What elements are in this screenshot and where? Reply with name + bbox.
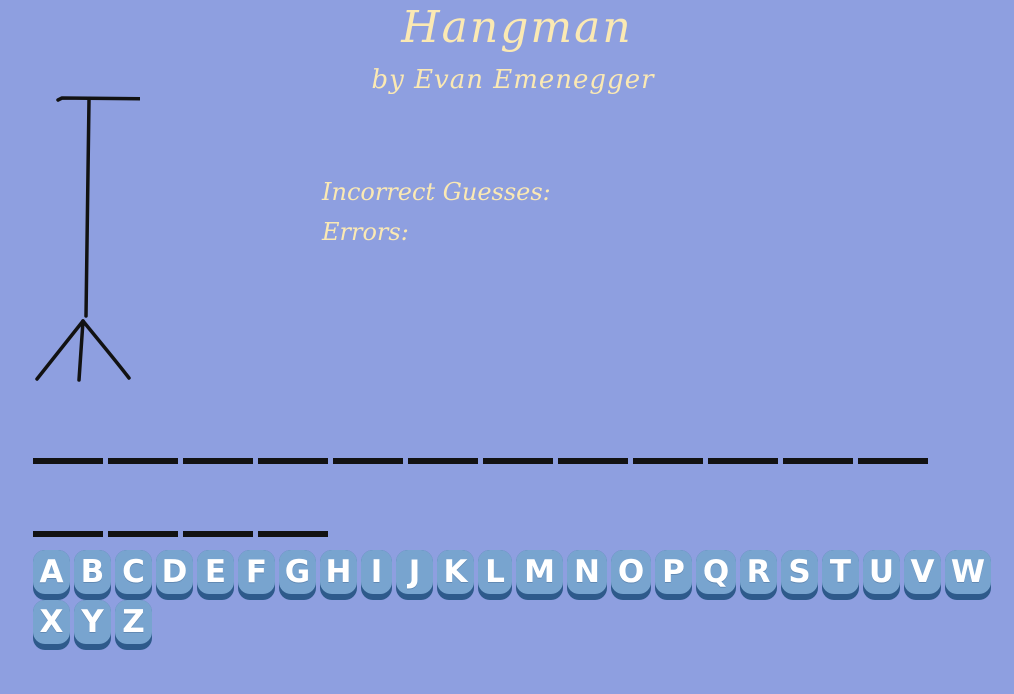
incorrect-guesses-label: Incorrect Guesses: xyxy=(322,178,551,206)
errors-label: Errors: xyxy=(322,218,409,246)
letter-key-label: N xyxy=(567,550,607,594)
letter-key-y[interactable] xyxy=(74,600,111,650)
letter-key-u[interactable] xyxy=(863,550,900,600)
letter-blank xyxy=(708,458,778,464)
keyboard-row-1 xyxy=(33,550,995,600)
letter-key-label: Z xyxy=(115,600,152,644)
letter-key-label: V xyxy=(904,550,941,594)
letter-key-label: T xyxy=(822,550,859,594)
letter-key-label: Y xyxy=(74,600,111,644)
errors xyxy=(322,216,417,248)
incorrect-guesses xyxy=(322,176,559,208)
letter-key-label: X xyxy=(33,600,70,644)
letter-key-label: F xyxy=(238,550,275,594)
letter-key-label: E xyxy=(197,550,234,594)
letter-key-j[interactable] xyxy=(396,550,433,600)
word-blanks-row-1 xyxy=(33,458,933,464)
letter-key-n[interactable] xyxy=(567,550,607,600)
letter-key-label: G xyxy=(279,550,316,594)
letter-key-w[interactable] xyxy=(945,550,991,600)
letter-key-label: J xyxy=(396,550,433,594)
letter-key-h[interactable] xyxy=(320,550,357,600)
letter-key-label: S xyxy=(781,550,818,594)
keyboard-row-2 xyxy=(33,600,156,650)
gallows-beam xyxy=(58,98,140,127)
letter-key-label: B xyxy=(74,550,111,594)
gallows-base-left xyxy=(37,321,83,379)
letter-key-l[interactable] xyxy=(478,550,512,600)
gallows-pole xyxy=(86,100,89,316)
letter-blank xyxy=(108,531,178,537)
letter-blank xyxy=(258,458,328,464)
letter-key-label: H xyxy=(320,550,357,594)
letter-key-i[interactable] xyxy=(361,550,392,600)
letter-key-label: C xyxy=(115,550,152,594)
letter-key-t[interactable] xyxy=(822,550,859,600)
game-title: Hangman xyxy=(401,2,633,53)
letter-key-label: U xyxy=(863,550,900,594)
letter-key-label: W xyxy=(945,550,991,594)
letter-blank xyxy=(33,531,103,537)
letter-key-label: P xyxy=(655,550,692,594)
letter-key-label: Q xyxy=(696,550,736,594)
letter-blank xyxy=(258,531,328,537)
letter-blank xyxy=(183,458,253,464)
letter-key-e[interactable] xyxy=(197,550,234,600)
letter-key-label: K xyxy=(437,550,474,594)
letter-blank xyxy=(108,458,178,464)
letter-key-label: D xyxy=(156,550,193,594)
letter-blank xyxy=(483,458,553,464)
letter-key-p[interactable] xyxy=(655,550,692,600)
letter-key-o[interactable] xyxy=(611,550,651,600)
letter-blank xyxy=(633,458,703,464)
letter-key-z[interactable] xyxy=(115,600,152,650)
author-credit: by Evan Emenegger xyxy=(371,65,655,95)
letter-key-label: R xyxy=(740,550,777,594)
letter-key-label: I xyxy=(361,550,392,594)
letter-key-label: M xyxy=(516,550,563,594)
letter-key-f[interactable] xyxy=(238,550,275,600)
letter-blank xyxy=(33,458,103,464)
letter-blank xyxy=(858,458,928,464)
letter-key-label: O xyxy=(611,550,651,594)
gallows-base-right xyxy=(83,321,129,378)
letter-blank xyxy=(183,531,253,537)
letter-key-x[interactable] xyxy=(33,600,70,650)
gallows-base-middle xyxy=(79,321,83,380)
gallows-drawing xyxy=(30,90,140,390)
letter-key-d[interactable] xyxy=(156,550,193,600)
letter-blank xyxy=(333,458,403,464)
letter-key-m[interactable] xyxy=(516,550,563,600)
letter-key-k[interactable] xyxy=(437,550,474,600)
letter-key-label: L xyxy=(478,550,512,594)
letter-blank xyxy=(408,458,478,464)
letter-blank xyxy=(558,458,628,464)
letter-key-label: A xyxy=(33,550,70,594)
letter-key-r[interactable] xyxy=(740,550,777,600)
letter-key-v[interactable] xyxy=(904,550,941,600)
letter-key-g[interactable] xyxy=(279,550,316,600)
letter-key-b[interactable] xyxy=(74,550,111,600)
letter-blank xyxy=(783,458,853,464)
word-blanks-row-2 xyxy=(33,531,333,537)
letter-key-s[interactable] xyxy=(781,550,818,600)
letter-key-c[interactable] xyxy=(115,550,152,600)
letter-key-q[interactable] xyxy=(696,550,736,600)
letter-key-a[interactable] xyxy=(33,550,70,600)
